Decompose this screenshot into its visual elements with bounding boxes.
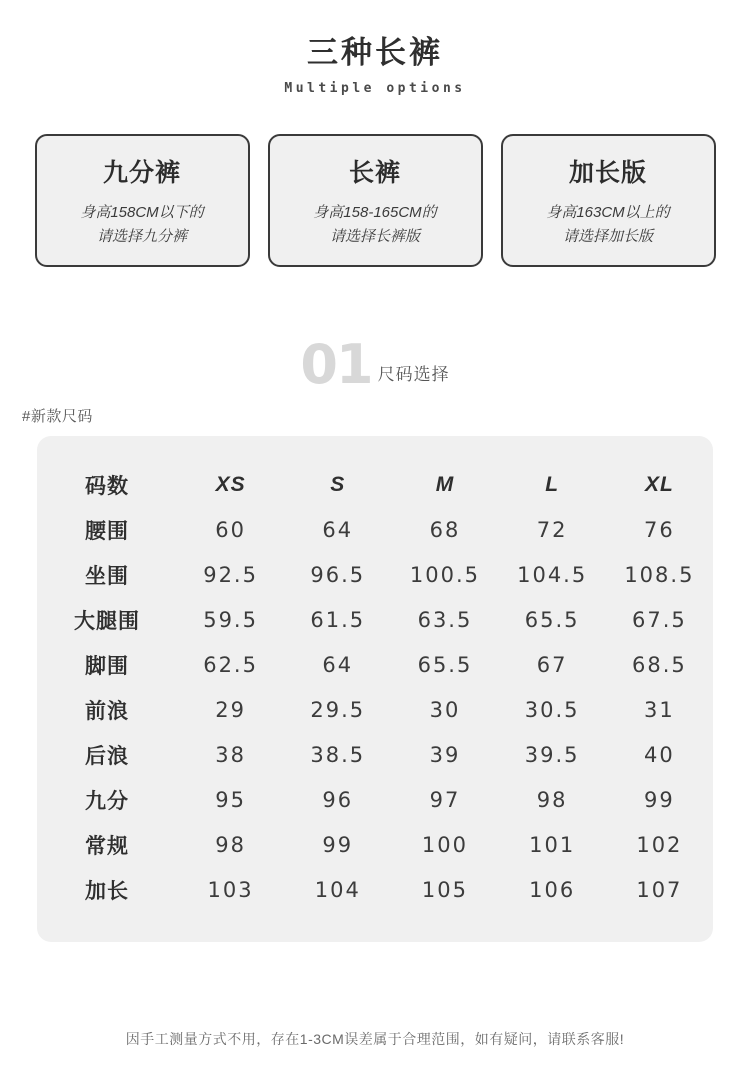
page-subtitle: Multiple options bbox=[284, 81, 466, 97]
table-row bbox=[37, 552, 713, 597]
table-row bbox=[37, 507, 713, 552]
option-card-title: 九分裤 bbox=[102, 159, 181, 188]
option-card-cropped bbox=[35, 134, 250, 267]
table-row-label: 前浪 bbox=[85, 699, 129, 723]
table-header-cell: XL bbox=[644, 472, 674, 496]
size-chart-tag: #新款尺码 bbox=[22, 408, 93, 426]
table-row-label: 九分 bbox=[85, 789, 129, 813]
table-row bbox=[37, 777, 713, 822]
option-card-extended bbox=[501, 134, 716, 267]
table-cell: 61.5 bbox=[310, 607, 366, 632]
table-cell: 64 bbox=[322, 652, 354, 677]
table-cell: 40 bbox=[644, 742, 675, 767]
table-row-label: 坐围 bbox=[85, 564, 129, 588]
table-cell: 106 bbox=[529, 877, 576, 902]
option-card-list bbox=[0, 134, 750, 267]
table-header-cell: S bbox=[330, 472, 346, 496]
section-number: 01 bbox=[300, 333, 372, 397]
table-cell: 76 bbox=[644, 517, 675, 542]
section-marker bbox=[0, 333, 750, 397]
table-cell: 31 bbox=[644, 697, 675, 722]
option-card-line-2: 请选择加长版 bbox=[562, 227, 653, 245]
table-cell: 100 bbox=[421, 832, 469, 857]
table-cell: 60 bbox=[215, 517, 246, 542]
option-card-line-2: 请选择长裤版 bbox=[329, 227, 420, 245]
table-cell: 104.5 bbox=[517, 562, 588, 587]
table-header-cell: 码数 bbox=[85, 474, 129, 498]
table-cell: 96.5 bbox=[310, 562, 366, 587]
table-cell: 108.5 bbox=[624, 562, 695, 587]
table-row-label: 加长 bbox=[85, 879, 129, 903]
table-cell: 64 bbox=[322, 517, 354, 542]
section-label: 尺码选择 bbox=[377, 364, 450, 384]
table-cell: 39 bbox=[429, 742, 461, 767]
option-card-title: 加长版 bbox=[568, 159, 647, 188]
table-cell: 67 bbox=[536, 652, 568, 677]
option-card-line-1: 身高163CM以上的 bbox=[546, 204, 670, 222]
table-cell: 30 bbox=[429, 697, 461, 722]
table-cell: 104 bbox=[314, 877, 361, 902]
table-cell: 59.5 bbox=[203, 607, 258, 632]
table-cell: 65.5 bbox=[417, 652, 473, 677]
option-card-line-1: 身高158CM以下的 bbox=[80, 204, 204, 222]
option-card-line-2: 请选择九分裤 bbox=[96, 227, 187, 245]
measurement-disclaimer: 因手工测量方式不用，存在1-3CM误差属于合理范围，如有疑问，请联系客服! bbox=[125, 1031, 625, 1047]
table-row-label: 后浪 bbox=[85, 744, 129, 768]
table-cell: 63.5 bbox=[417, 607, 473, 632]
table-cell: 98 bbox=[215, 832, 246, 857]
table-cell: 107 bbox=[636, 877, 683, 902]
table-row bbox=[37, 642, 713, 687]
table-row-label: 脚围 bbox=[85, 654, 129, 678]
table-cell: 92.5 bbox=[203, 562, 258, 587]
table-row bbox=[37, 597, 713, 642]
page-header bbox=[0, 0, 750, 96]
table-cell: 39.5 bbox=[524, 742, 580, 767]
table-cell: 97 bbox=[429, 787, 461, 812]
table-row bbox=[37, 687, 713, 732]
table-cell: 95 bbox=[215, 787, 246, 812]
table-cell: 101 bbox=[529, 832, 576, 857]
size-chart-panel bbox=[37, 436, 713, 942]
table-cell: 103 bbox=[207, 877, 254, 902]
table-cell: 100.5 bbox=[409, 562, 481, 587]
table-row-label: 大腿围 bbox=[74, 609, 140, 633]
table-row bbox=[37, 822, 713, 867]
table-row-label: 常规 bbox=[85, 834, 129, 858]
table-cell: 68.5 bbox=[631, 652, 687, 677]
table-cell: 96 bbox=[322, 787, 354, 812]
table-row bbox=[37, 867, 713, 912]
size-chart-table bbox=[37, 462, 713, 912]
table-row bbox=[37, 732, 713, 777]
table-cell: 62.5 bbox=[203, 652, 258, 677]
table-header-cell: M bbox=[435, 472, 455, 496]
table-cell: 29.5 bbox=[310, 697, 366, 722]
option-card-line-1: 身高158-165CM的 bbox=[313, 204, 437, 222]
table-cell: 98 bbox=[536, 787, 568, 812]
table-cell: 102 bbox=[636, 832, 683, 857]
table-cell: 38 bbox=[215, 742, 246, 767]
table-cell: 105 bbox=[421, 877, 469, 902]
table-header-cell: L bbox=[545, 472, 560, 496]
page-title: 三种长裤 bbox=[307, 35, 443, 70]
table-cell: 99 bbox=[644, 787, 675, 812]
table-cell: 38.5 bbox=[310, 742, 366, 767]
table-cell: 72 bbox=[536, 517, 568, 542]
table-cell: 67.5 bbox=[631, 607, 687, 632]
option-card-title: 长裤 bbox=[348, 159, 401, 188]
table-cell: 65.5 bbox=[524, 607, 580, 632]
table-cell: 68 bbox=[429, 517, 461, 542]
table-cell: 99 bbox=[322, 832, 354, 857]
table-cell: 30.5 bbox=[524, 697, 580, 722]
table-header-row bbox=[37, 462, 713, 507]
table-header-cell: XS bbox=[215, 472, 246, 496]
option-card-regular bbox=[268, 134, 483, 267]
table-cell: 29 bbox=[215, 697, 246, 722]
table-row-label: 腰围 bbox=[85, 519, 129, 543]
